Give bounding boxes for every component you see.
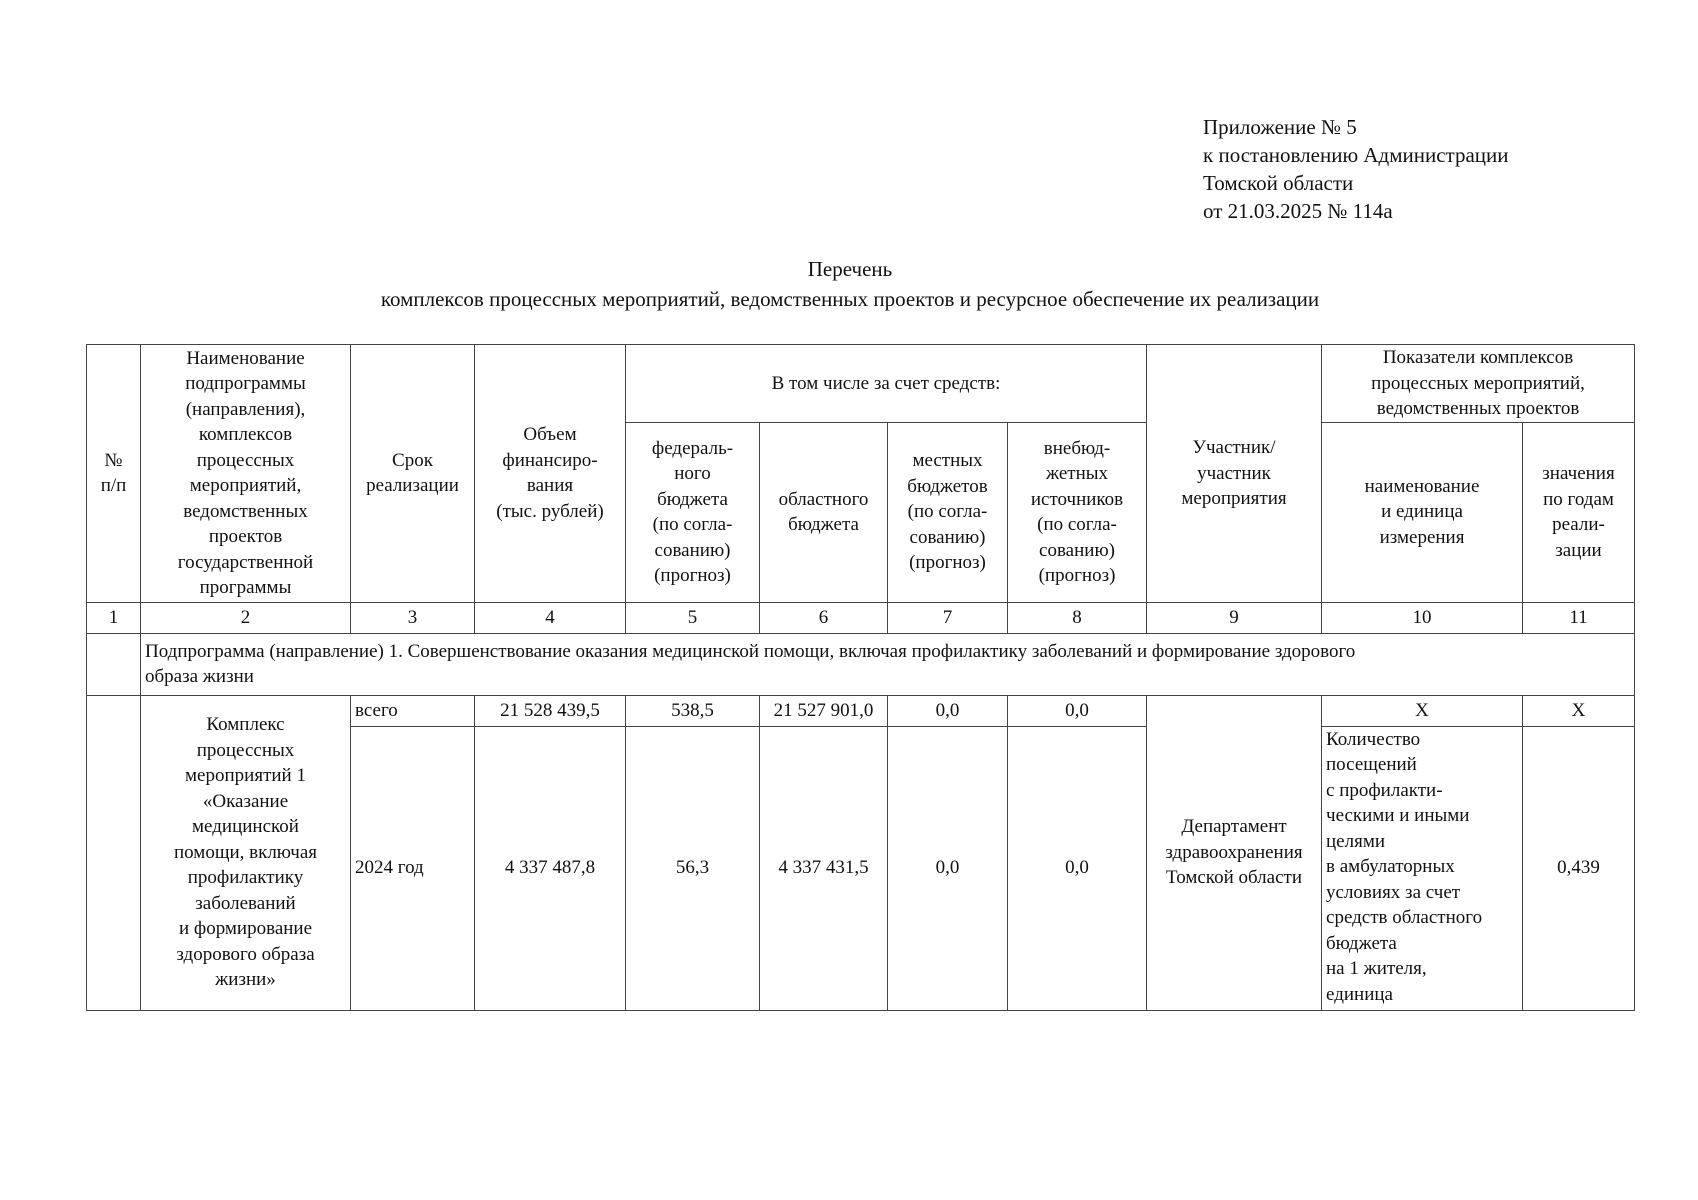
subprogram-title: Подпрограмма (направление) 1. Совершенствование оказания медицинской помощи, включая профилактику заболеваний и формирование здорового образа жизни <box>141 633 1635 695</box>
header-regional: областного бюджета <box>760 422 888 602</box>
year-indicator-value: 0,439 <box>1523 726 1635 1010</box>
year-indicator-name: Количество посещений с профилакти- ческими и иными целями в амбулаторных условиях за счет средств областного бюджета на 1 жителя, единица <box>1322 726 1523 1010</box>
header-local: местных бюджетов (по согла- сованию) (прогноз) <box>888 422 1008 602</box>
complex-total-row <box>87 695 1635 726</box>
header-indicator-values: значения по годам реали- зации <box>1523 422 1635 602</box>
year-regional: 4 337 431,5 <box>760 726 888 1010</box>
year-local: 0,0 <box>888 726 1008 1010</box>
header-row-1 <box>87 345 1635 423</box>
appendix-line: от 21.03.2025 № 114а <box>1203 199 1393 223</box>
appendix-line: Томской области <box>1203 171 1354 195</box>
title-line: Перечень <box>807 257 893 281</box>
header-volume: Объем финансиро- вания (тыс. рублей) <box>475 345 626 603</box>
column-number: 8 <box>1008 602 1147 633</box>
total-indicator-value: Х <box>1523 695 1635 726</box>
column-number: 10 <box>1322 602 1523 633</box>
year-federal: 56,3 <box>626 726 760 1010</box>
header-num: № п/п <box>87 345 141 603</box>
column-number: 1 <box>87 602 141 633</box>
header-extrabudget: внебюд- жетных источников (по согла- сованию) (прогноз) <box>1008 422 1147 602</box>
total-indicator-name: Х <box>1322 695 1523 726</box>
document-title <box>86 254 1614 314</box>
year-term: 2024 год <box>351 726 475 1010</box>
complex-num-cell <box>87 695 141 1010</box>
total-volume: 21 528 439,5 <box>475 695 626 726</box>
header-term: Срок реализации <box>351 345 475 603</box>
appendix-line: Приложение № 5 <box>1203 115 1357 139</box>
subprogram-num-cell <box>87 633 141 695</box>
total-term: всего <box>351 695 475 726</box>
column-number: 7 <box>888 602 1008 633</box>
header-name: Наименование подпрограммы (направления), комплексов процессных мероприятий, ведомственных проектов государственной программы <box>141 345 351 603</box>
appendix-block <box>1203 113 1509 225</box>
complex-participant: Департамент здравоохранения Томской области <box>1147 695 1322 1010</box>
column-number-row <box>87 602 1635 633</box>
header-participant: Участник/ участник мероприятия <box>1147 345 1322 603</box>
total-federal: 538,5 <box>626 695 760 726</box>
header-indicator-name: наименование и единица измерения <box>1322 422 1523 602</box>
program-table <box>86 344 1635 1011</box>
column-number: 2 <box>141 602 351 633</box>
subprogram-row <box>87 633 1635 695</box>
complex-name: Комплекс процессных мероприятий 1 «Оказание медицинской помощи, включая профилактику заболеваний и формирование здорового образа жизни» <box>141 695 351 1010</box>
column-number: 5 <box>626 602 760 633</box>
column-number: 3 <box>351 602 475 633</box>
total-local: 0,0 <box>888 695 1008 726</box>
title-line: комплексов процессных мероприятий, ведомственных проектов и ресурсное обеспечение их реализации <box>380 287 1320 311</box>
header-indicators: Показатели комплексов процессных мероприятий, ведомственных проектов <box>1322 345 1635 423</box>
total-extrabudget: 0,0 <box>1008 695 1147 726</box>
column-number: 11 <box>1523 602 1635 633</box>
header-federal: федераль- ного бюджета (по согла- сованию) (прогноз) <box>626 422 760 602</box>
year-extrabudget: 0,0 <box>1008 726 1147 1010</box>
column-number: 6 <box>760 602 888 633</box>
column-number: 9 <box>1147 602 1322 633</box>
year-volume: 4 337 487,8 <box>475 726 626 1010</box>
total-regional: 21 527 901,0 <box>760 695 888 726</box>
column-number: 4 <box>475 602 626 633</box>
header-including: В том числе за счет средств: <box>626 345 1147 423</box>
appendix-line: к постановлению Администрации <box>1203 143 1509 167</box>
